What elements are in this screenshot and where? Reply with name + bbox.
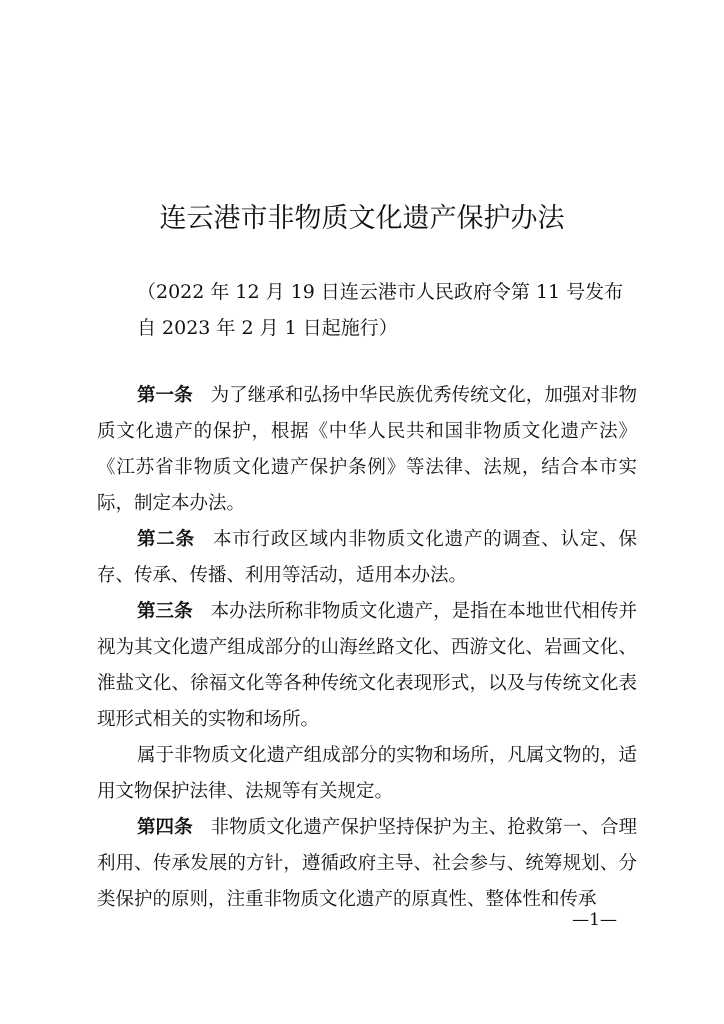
- page-number: —1—: [572, 910, 617, 930]
- issuance-note-line-2: 自 2023 年 2 月 1 日起施行）: [137, 317, 398, 339]
- article-3: [97, 594, 637, 738]
- article-4: [97, 810, 637, 918]
- article-3-text: 本办法所称非物质文化遗产，是指在本地世代相传并视为其文化遗产组成部分的山海丝路文化、西游文化、岩画文化、淮盐文化、徐福文化等各种传统文化表现形式，以及与传统文化表现形式相关的实物和场所。: [97, 601, 637, 730]
- article-3-label: 第三条: [137, 601, 193, 622]
- article-4-label: 第四条: [137, 817, 193, 838]
- article-2-label: 第二条: [137, 529, 195, 550]
- document-title: 连云港市非物质文化遗产保护办法: [159, 203, 565, 234]
- article-4-text: 非物质文化遗产保护坚持保护为主、抢救第一、合理利用、传承发展的方针，遵循政府主导、社会参与、统筹规划、分类保护的原则，注重非物质文化遗产的原真性、整体性和传承: [97, 817, 637, 910]
- article-1-text: 为了继承和弘扬中华民族优秀传统文化，加强对非物质文化遗产的保护，根据《中华人民共和国非物质文化遗产法》《江苏省非物质文化遗产保护条例》等法律、法规，结合本市实际，制定本办法。: [97, 385, 637, 514]
- article-2-text: 本市行政区域内非物质文化遗产的调查、认定、保存、传承、传播、利用等活动，适用本办法。: [97, 529, 637, 586]
- document-body: [97, 378, 637, 918]
- article-1-label: 第一条: [137, 385, 193, 406]
- article-2: [97, 522, 637, 594]
- article-3-paragraph-2-text: 属于非物质文化遗产组成部分的实物和场所，凡属文物的，适用文物保护法律、法规等有关规定。: [97, 745, 637, 802]
- article-1: [97, 378, 637, 522]
- issuance-note-line-1: （2022 年 12 月 19 日连云港市人民政府令第 11 号发布: [137, 281, 624, 303]
- issuance-note: [97, 274, 637, 346]
- article-3-paragraph-2: [97, 738, 637, 810]
